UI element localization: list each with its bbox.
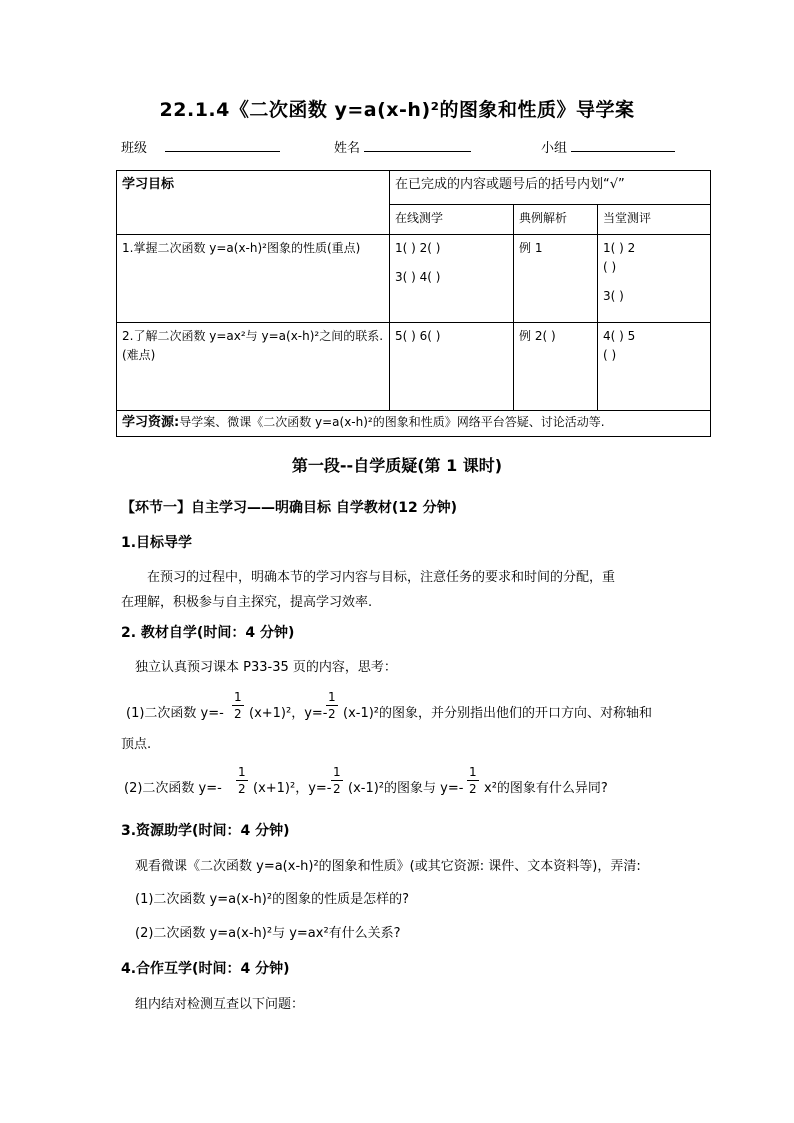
col-test-header: 当堂测评 bbox=[598, 205, 711, 235]
link1-title: 【环节一】自主学习——明确目标 自学教材(12 分钟) bbox=[121, 500, 458, 516]
q2-part-c: (x-1)²的图象与 y=- bbox=[348, 781, 464, 796]
test-cell bbox=[598, 323, 711, 411]
class-label: 班级 bbox=[121, 141, 148, 156]
name-blank[interactable] bbox=[364, 138, 471, 152]
s1-para-line1: 在预习的过程中，明确本节的学习内容与目标，注意任务的要求和时间的分配，重 bbox=[147, 570, 616, 585]
frac-numerator: 1 bbox=[333, 765, 341, 779]
fraction-one-half bbox=[467, 764, 479, 797]
resources-text: 导学案、微课《二次函数 y=a(x-h)²的图象和性质》网络平台答疑、讨论活动等. bbox=[179, 415, 605, 429]
s2-intro: 独立认真预习课本 P33-35 页的内容，思考： bbox=[135, 660, 397, 675]
checkbox-group[interactable]: 4( ) 5 bbox=[603, 329, 636, 343]
page-title: 22.1.4《二次函数 y=a(x-h)²的图象和性质》导学案 bbox=[159, 99, 635, 121]
q2-part-a: (2)二次函数 y=- bbox=[124, 781, 222, 796]
s3-intro: 观看微课《二次函数 y=a(x-h)²的图象和性质》(或其它资源: 课件、文本资料等)，弄清: bbox=[135, 859, 641, 874]
test-cell bbox=[598, 235, 711, 323]
fraction-one-half bbox=[232, 689, 244, 722]
q1-line2: 顶点. bbox=[121, 737, 152, 752]
frac-denominator: 2 bbox=[234, 707, 242, 721]
frac-denominator: 2 bbox=[333, 782, 341, 796]
table-row bbox=[117, 235, 711, 323]
fraction-one-half bbox=[326, 689, 338, 722]
goal-cell: 2.了解二次函数 y=ax²与 y=a(x-h)²之间的联系.(难点) bbox=[117, 323, 390, 411]
q1-part-a: (1)二次函数 y=- bbox=[126, 706, 224, 721]
q2-part-d: x²的图象有什么异同? bbox=[484, 781, 608, 796]
s1-para-line2: 在理解，积极参与自主探究，提高学习效率. bbox=[121, 595, 373, 610]
resources-row bbox=[117, 411, 711, 437]
q1-part-c: (x-1)²的图象，并分别指出他们的开口方向、对称轴和 bbox=[343, 706, 653, 721]
table-row bbox=[117, 323, 711, 411]
s1-heading: 1.目标导学 bbox=[121, 535, 193, 551]
resources-label: 学习资源: bbox=[122, 415, 180, 430]
checkbox-group[interactable]: 1( ) 2 bbox=[603, 241, 636, 255]
resources-cell bbox=[117, 411, 711, 437]
s3-heading: 3.资源助学(时间：4 分钟) bbox=[121, 823, 290, 839]
frac-numerator: 1 bbox=[234, 690, 242, 704]
checkbox-group[interactable]: 例 2( ) bbox=[514, 323, 598, 411]
class-field bbox=[121, 137, 280, 156]
frac-denominator: 2 bbox=[328, 707, 336, 721]
s3-q2: (2)二次函数 y=a(x-h)²与 y=ax²有什么关系? bbox=[135, 926, 401, 941]
s4-intro: 组内结对检测互查以下问题： bbox=[135, 997, 305, 1012]
example-cell: 例 1 bbox=[514, 235, 598, 323]
col-online-header: 在线测学 bbox=[390, 205, 514, 235]
instruction-header: 在已完成的内容或题号后的括号内划“√” bbox=[390, 171, 711, 205]
name-field bbox=[334, 137, 471, 156]
group-field bbox=[541, 137, 675, 156]
checkbox-group[interactable]: ( ) bbox=[603, 348, 617, 363]
s2-heading: 2. 教材自学(时间：4 分钟) bbox=[121, 625, 295, 641]
checkbox-group[interactable]: 5( ) 6( ) bbox=[390, 323, 514, 411]
checkbox-group[interactable]: 3( ) 4( ) bbox=[395, 270, 441, 285]
group-blank[interactable] bbox=[571, 138, 675, 152]
frac-denominator: 2 bbox=[238, 782, 246, 796]
name-label: 姓名 bbox=[334, 141, 361, 156]
group-label: 小组 bbox=[541, 141, 568, 156]
frac-numerator: 1 bbox=[328, 690, 336, 704]
col-example-header: 典例解析 bbox=[514, 205, 598, 235]
goals-table bbox=[116, 170, 711, 437]
goal-cell: 1.掌握二次函数 y=a(x-h)²图象的性质(重点) bbox=[117, 235, 390, 323]
checkbox-group[interactable]: ( ) bbox=[603, 260, 617, 275]
frac-numerator: 1 bbox=[238, 765, 246, 779]
fraction-one-half bbox=[236, 764, 248, 797]
q1-part-b: (x+1)²，y=- bbox=[249, 706, 328, 721]
s3-q1: (1)二次函数 y=a(x-h)²的图象的性质是怎样的? bbox=[135, 892, 409, 907]
class-blank[interactable] bbox=[165, 138, 280, 152]
q2-part-b: (x+1)²，y=- bbox=[253, 781, 332, 796]
checkbox-group[interactable]: 1( ) 2( ) bbox=[395, 241, 441, 255]
frac-numerator: 1 bbox=[469, 765, 477, 779]
section-title: 第一段--自学质疑(第 1 课时) bbox=[291, 456, 503, 475]
checkbox-group[interactable]: 3( ) bbox=[603, 289, 624, 304]
fraction-one-half bbox=[331, 764, 343, 797]
frac-denominator: 2 bbox=[469, 782, 477, 796]
goal-header: 学习目标 bbox=[117, 171, 390, 235]
s4-heading: 4.合作互学(时间：4 分钟) bbox=[121, 961, 290, 977]
online-cell bbox=[390, 235, 514, 323]
